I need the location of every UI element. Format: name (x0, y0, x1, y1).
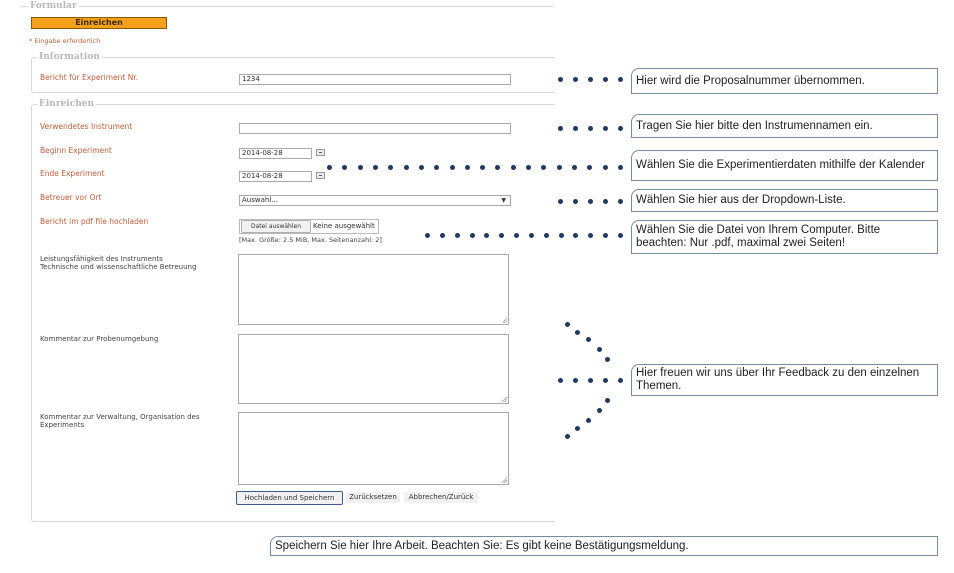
chevron-down-icon: ▼ (501, 197, 506, 204)
callout-proposal: Hier wird die Proposalnummer übernommen. (631, 68, 938, 94)
supervisor-selected-value: Auswahl... (242, 196, 278, 204)
submit-tab-button[interactable]: Einreichen (31, 17, 167, 29)
required-note: * Eingabe erforderlich (29, 37, 101, 45)
file-upload[interactable] (239, 219, 379, 234)
connector-dots-instrument (558, 125, 623, 131)
callout-feedback: Hier freuen wir uns über Ihr Feedback zu den einzelnen Themen. (631, 364, 938, 396)
calendar-icon[interactable] (316, 149, 325, 156)
performance-textarea[interactable] (238, 254, 509, 325)
probe-textarea[interactable] (238, 334, 509, 404)
callout-save: Speichern Sie hier Ihre Arbeit. Beachten Sie: Es gibt keine Bestätigungsmeldung. (270, 536, 938, 556)
probe-label: Kommentar zur Probenumgebung (40, 335, 159, 343)
callout-dropdown: Wählen Sie hier aus der Dropdown-Liste. (631, 189, 938, 212)
file-hint: [Max. Größe: 2.5 MiB, Max. Seitenanzahl: 2] (239, 236, 382, 244)
supervisor-label: Betreuer vor Ort (40, 193, 102, 202)
end-label: Ende Experiment (40, 169, 105, 178)
connector-dots-proposal (558, 76, 623, 82)
report-number-input[interactable]: 1234 (239, 74, 511, 85)
callout-file: Wählen Sie die Datei von Ihrem Computer. Bitte beachten: Nur .pdf, maximal zwei Seiten! (631, 220, 938, 254)
information-legend: Information (39, 52, 100, 62)
connector-dots-feedback (558, 377, 623, 383)
reset-button[interactable]: Zurücksetzen (346, 492, 400, 503)
save-button[interactable]: Hochladen und Speichern (236, 491, 343, 505)
begin-label: Beginn Experiment (40, 146, 112, 155)
report-label: Bericht für Experiment Nr. (40, 73, 139, 82)
performance-label-line1: Leistungsfähigkeit des Instruments (40, 255, 163, 263)
begin-date-input[interactable]: 2014-08-28 (239, 148, 312, 159)
file-status: Keine ausgewählt (313, 222, 375, 230)
callout-instrument: Tragen Sie hier bitte den Instrumennamen ein. (631, 114, 938, 138)
callout-dates: Wählen Sie die Experimentierdaten mithilfe der Kalender (631, 150, 938, 181)
calendar-icon[interactable] (316, 172, 325, 179)
cancel-button[interactable]: Abbrechen/Zurück (404, 492, 478, 503)
connector-dots-dropdown (558, 198, 623, 204)
instrument-label: Verwendetes Instrument (40, 122, 133, 131)
connector-dots-file (425, 232, 623, 238)
form-legend: Formular (30, 1, 77, 11)
choose-file-button[interactable]: Datei auswählen (241, 220, 311, 233)
instrument-input[interactable] (239, 123, 511, 134)
connector-dots-dates (327, 164, 623, 170)
performance-label-line2: Technische und wissenschaftliche Betreuung (40, 263, 197, 271)
supervisor-select[interactable] (239, 195, 511, 206)
admin-label-line1: Kommentar zur Verwaltung, Organisation des (40, 413, 200, 421)
end-date-input[interactable]: 2014-08-28 (239, 171, 312, 182)
einreichen-legend: Einreichen (39, 99, 95, 109)
pdf-label: Bericht im pdf file hochladen (40, 217, 149, 226)
admin-label-line2: Experiments (40, 421, 85, 429)
admin-textarea[interactable] (238, 412, 509, 485)
